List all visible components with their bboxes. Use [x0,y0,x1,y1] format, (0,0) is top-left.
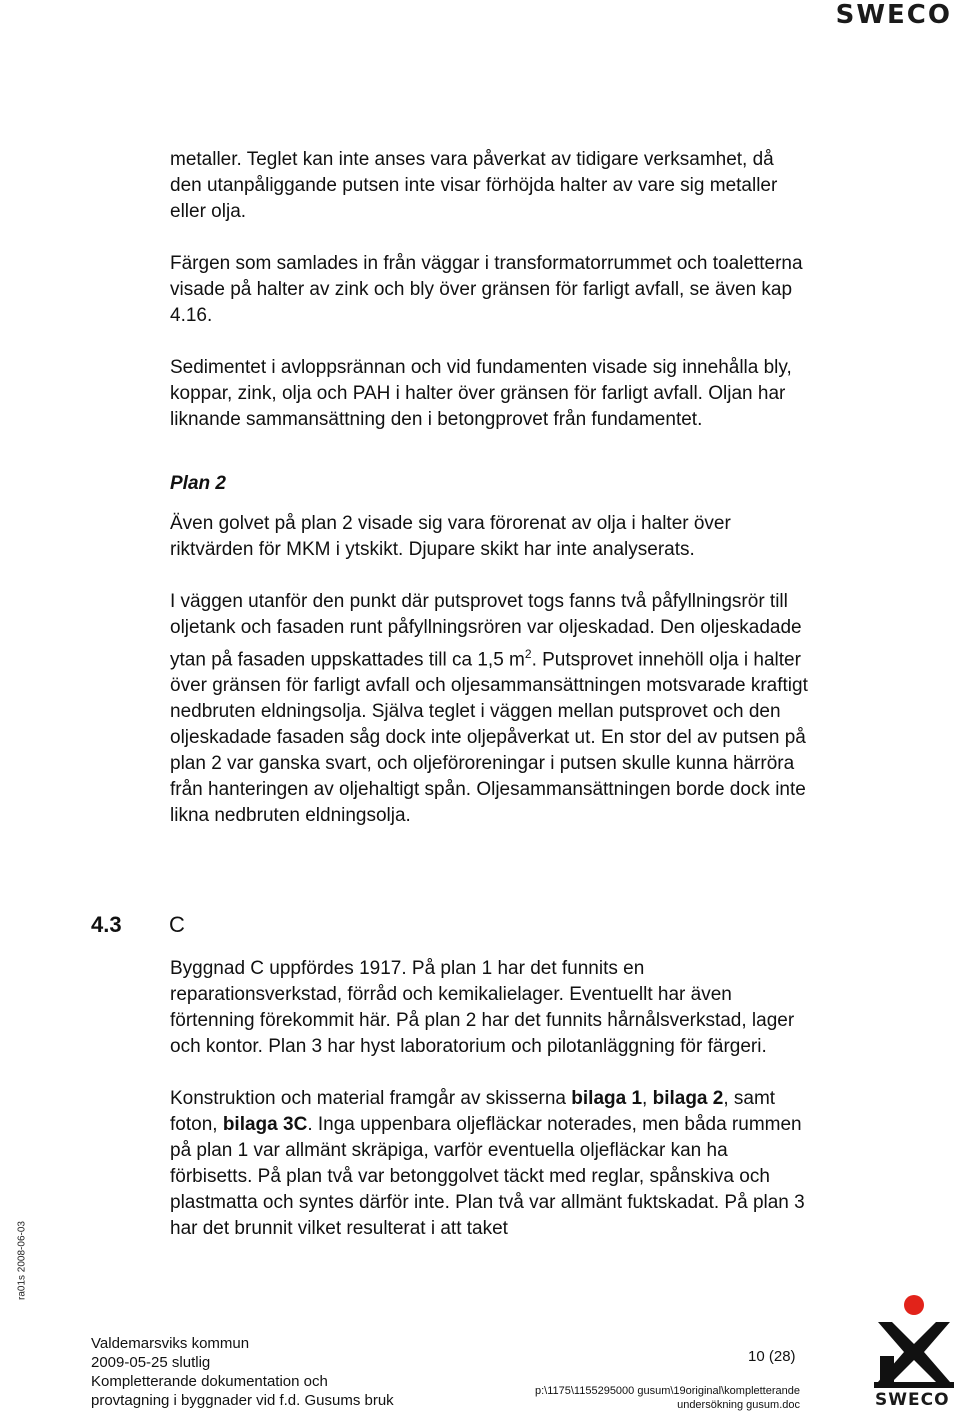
text-fragment: Konstruktion och material framgår av skisserna [170,1088,572,1109]
footer-info [91,1334,394,1410]
sweco-logo-top: SWECO [835,0,952,30]
bilaga-2-ref: bilaga 2 [652,1088,724,1109]
paragraph-konstruktion [170,1086,810,1242]
paragraph-byggnad-c: Byggnad C uppfördes 1917. På plan 1 har det funnits en reparationsverkstad, förråd och kemikalielager. Eventuellt har även förtenning förekommit här. På plan 2 har det funnits hårnålsverkstad, lager och kontor. Plan 3 har hyst laboratorium och pilotanläggning för färgeri. [170,958,795,1057]
bilaga-1-ref: bilaga 1 [571,1088,643,1109]
section-heading [91,912,185,938]
file-path [535,1384,800,1412]
paragraph-vaggen [170,589,810,829]
paragraph-vaggen-part2: . Putsprovet innehöll olja i halter över gränsen för farligt avfall och oljesammansättningen motsvarade kraftigt nedbruten eldningsolja. Själva teglet i väggen mellan putsprovet och den oljeskadade fasaden såg dock inte oljepåverkat ut. En stor del av putsen på plan 2 var ganska svart, och oljeföroreningar i putsen skulle kunna härröra från hanteringen av oljehaltigt spån. Oljesammansättningen borde dock inte likna nedbruten eldningsolja. [170,649,808,827]
section-title: C [169,912,185,937]
text-fragment: , samt foton, [170,1088,776,1135]
logo-left-bar [880,1356,894,1386]
paragraph-golvet: Även golvet på plan 2 visade sig vara förorenat av olja i halter över riktvärden för MKM i ytskikt. Djupare skikt har inte analyserats. [170,513,731,560]
paragraph-vaggen-part1: I väggen utanför den punkt där putsprovet togs fanns två påfyllningsrör till oljetank och fasaden runt påfyllningsrören var oljeskadad. Den oljeskadade ytan på fasaden uppskattades till ca 1,5 m [170,591,802,671]
section-number: 4.3 [91,912,122,937]
file-path-line1: p:\1175\1155295000 gusum\19original\kompletterande [534,1385,800,1397]
section-body [170,956,810,1268]
footer-title-line1: Kompletterande dokumentation och [91,1373,328,1390]
sweco-logo-mark-text: SWECO [875,1390,950,1410]
paragraph-fargen: Färgen som samlades in från väggar i transformatorrummet och toaletterna visade på halter av zink och bly över gränsen för farligt avfall, se även kap 4.16. [170,253,803,326]
superscript-2: 2 [524,647,532,661]
footer-date-status: 2009-05-25 slutlig [91,1354,211,1371]
paragraph-metaller: metaller. Teglet kan inte anses vara påverkat av tidigare verksamhet, då den utanpåliggande putsen inte visar förhöjda halter av vare sig metaller eller olja. [170,149,778,222]
paragraph-sedimentet: Sedimentet i avloppsrännan och vid fundamenten visade sig innehålla bly, koppar, zink, olja och PAH i halter över gränsen för farligt avfall. Oljan har liknande sammansättning den i betongprovet från fundamentet. [170,357,792,430]
logo-red-dot [904,1295,924,1315]
subheading-plan-2: Plan 2 [170,473,226,494]
page-number: 10 (28) [748,1348,796,1365]
footer-title-line2: provtagning i byggnader vid f.d. Gusums bruk [91,1392,394,1409]
logo-base-bar [874,1382,954,1388]
side-template-code: ra01s 2008-06-03 [16,1221,28,1300]
file-path-line2: undersökning gusum.doc [677,1399,800,1411]
text-fragment: . Inga uppenbara oljefläckar noterades, men båda rummen på plan 1 var allmänt skräpiga, varför eventuella oljefläckar kan ha förbisetts. På plan två var betonggolvet täckt med reglar, spånskiva och plastmatta och syntes därför inte. Plan två var allmänt fuktskadat. På plan 3 har det brunnit vilket resulterat i att taket [170,1114,805,1239]
text-fragment: , [642,1088,653,1109]
bilaga-3c-ref: bilaga 3C [222,1114,308,1135]
document-body [170,147,810,855]
footer-client: Valdemarsviks kommun [91,1335,250,1352]
